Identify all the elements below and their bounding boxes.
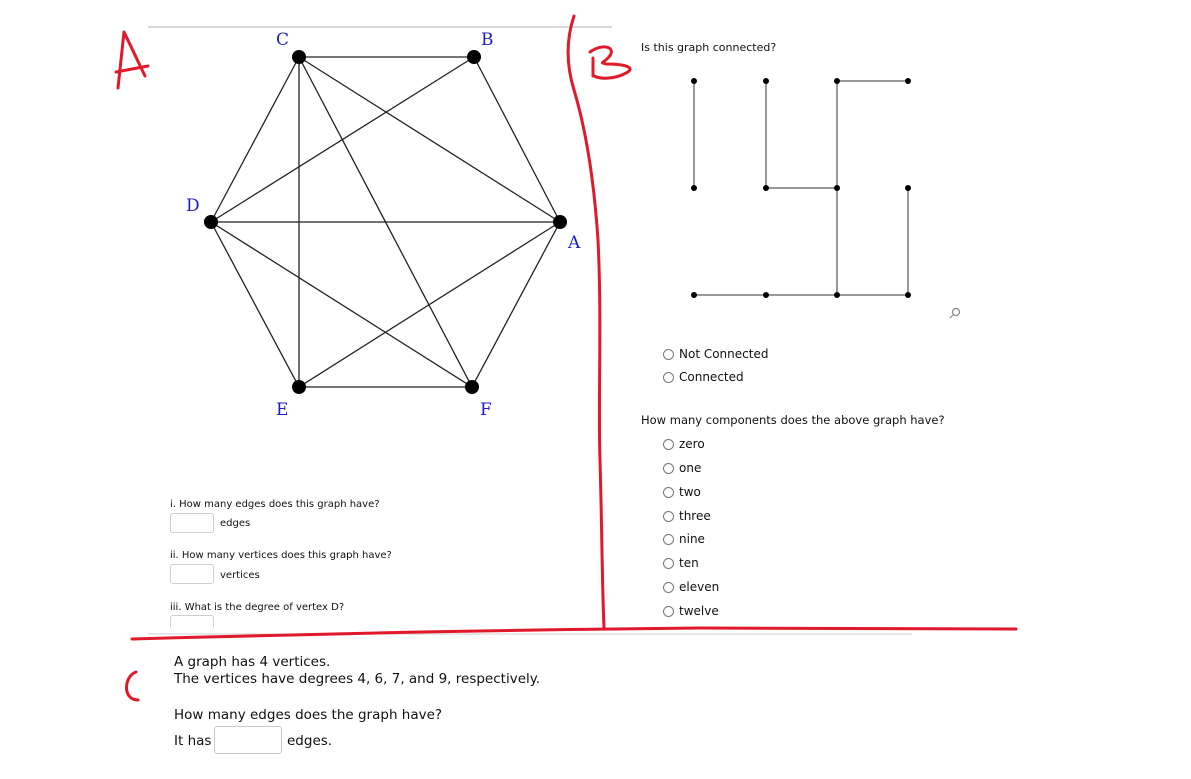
option-label: nine <box>679 532 705 546</box>
option-label: Not Connected <box>679 347 769 361</box>
option-one[interactable] <box>663 460 701 476</box>
vertex-d <box>204 215 218 229</box>
radio-button[interactable] <box>663 487 674 498</box>
edge-d-f <box>211 222 472 387</box>
option-eleven[interactable] <box>663 579 719 595</box>
vertex-label-c: C <box>276 30 290 50</box>
option-zero[interactable] <box>663 436 705 452</box>
edges-input[interactable] <box>170 513 214 533</box>
question-edges: i. How many edges does this graph have? <box>170 499 380 510</box>
vertex-f <box>465 380 479 394</box>
option-twelve[interactable] <box>663 603 719 619</box>
option-label: two <box>679 485 701 499</box>
option-two[interactable] <box>663 484 701 500</box>
edge-a-f <box>472 222 560 387</box>
radio-button[interactable] <box>663 606 674 617</box>
radio-button[interactable] <box>663 349 674 360</box>
option-nine[interactable] <box>663 531 705 547</box>
edge-b-d <box>211 57 474 222</box>
option-label: twelve <box>679 604 719 618</box>
radio-button[interactable] <box>663 582 674 593</box>
graph-b <box>694 81 908 295</box>
option-label: Connected <box>679 370 744 384</box>
degree-input[interactable] <box>170 615 214 629</box>
annotation-a-stroke <box>118 32 145 88</box>
edge-b-a <box>474 57 560 222</box>
vertices-input[interactable] <box>170 564 214 584</box>
divider-vertical <box>568 16 604 628</box>
edge-c-a <box>299 57 560 222</box>
problem-line-1: A graph has 4 vertices. <box>174 654 331 670</box>
option-label: one <box>679 461 702 475</box>
option-label: zero <box>679 437 705 451</box>
edge-a-e <box>299 222 560 387</box>
vertex-a <box>553 215 567 229</box>
option-three[interactable] <box>663 508 711 524</box>
vertices-unit: vertices <box>220 570 260 581</box>
edge-d-e <box>211 222 299 387</box>
question-vertices: ii. How many vertices does this graph have? <box>170 550 392 561</box>
option-ten[interactable] <box>663 555 699 571</box>
option-label: three <box>679 509 711 523</box>
option-label: eleven <box>679 580 720 594</box>
vertex-label-f: F <box>480 400 492 420</box>
radio-button[interactable] <box>663 558 674 569</box>
question-degree: iii. What is the degree of vertex D? <box>170 602 345 613</box>
radio-button[interactable] <box>663 463 674 474</box>
vertex-e <box>292 380 306 394</box>
problem-question: How many edges does the graph have? <box>174 707 443 723</box>
vertex-label-e: E <box>276 400 289 420</box>
vertex-c <box>292 50 306 64</box>
vertex-b <box>467 50 481 64</box>
answer-suffix: edges. <box>287 733 333 749</box>
graph-a <box>211 57 560 387</box>
radio-button[interactable] <box>663 511 674 522</box>
vertex-label-a: A <box>568 233 581 253</box>
option-connected[interactable] <box>663 369 744 385</box>
edge-count-input[interactable] <box>214 726 282 754</box>
problem-line-2: The vertices have degrees 4, 6, 7, and 9, respectively. <box>174 671 541 687</box>
edge-c-d <box>211 57 299 222</box>
edges-unit: edges <box>220 518 251 529</box>
vertex-label-d: D <box>186 196 200 216</box>
radio-button[interactable] <box>663 372 674 383</box>
question-components: How many components does the above graph have? <box>641 413 945 427</box>
magnifier-icon[interactable] <box>950 309 960 319</box>
option-label: ten <box>679 556 699 570</box>
radio-button[interactable] <box>663 439 674 450</box>
question-connected: Is this graph connected? <box>641 41 777 54</box>
annotation-c-stroke <box>127 672 139 700</box>
red-annotations <box>116 16 1016 700</box>
option-not-connected[interactable] <box>663 346 768 362</box>
vertex-label-b: B <box>481 30 494 50</box>
answer-prefix: It has <box>174 733 212 749</box>
radio-button[interactable] <box>663 534 674 545</box>
